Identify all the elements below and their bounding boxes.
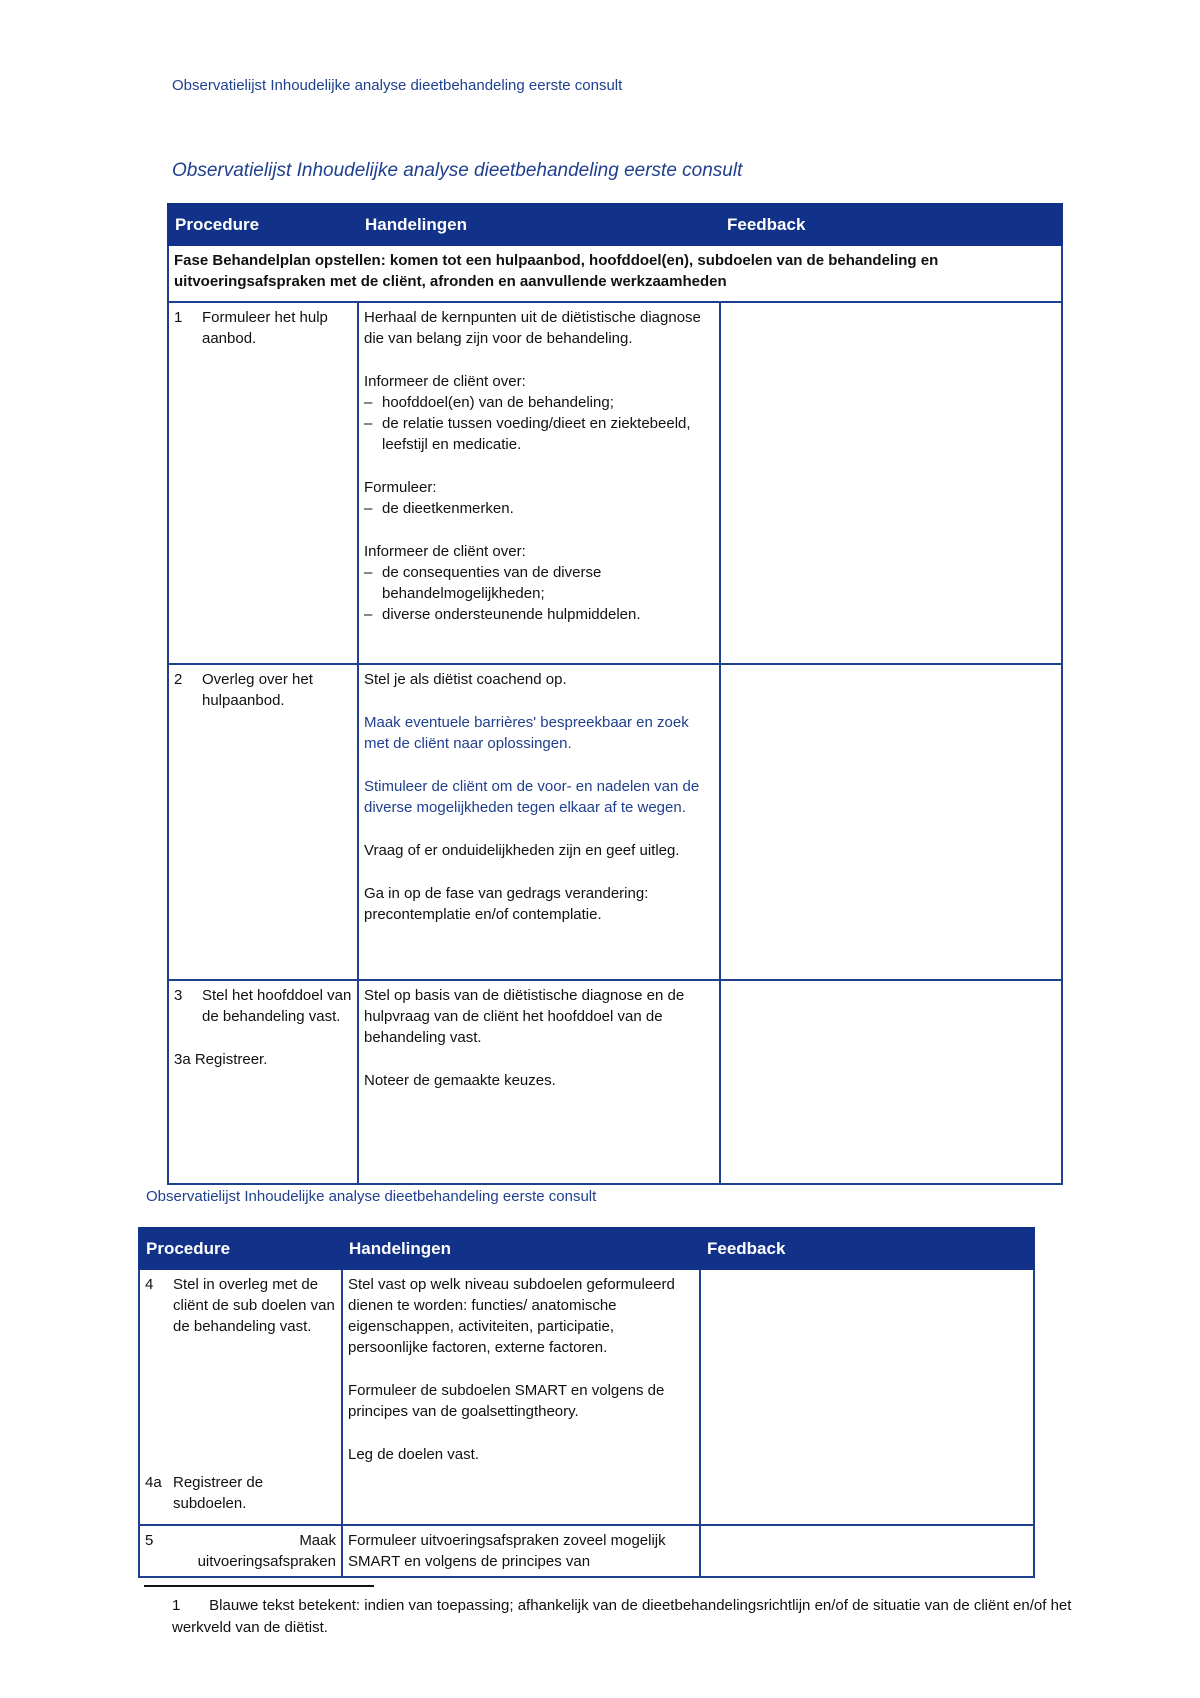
- procedure-text: Stel in overleg met de cliënt de sub doelen van de behandeling vast.: [173, 1276, 335, 1335]
- handelingen-cell: [342, 1525, 700, 1577]
- action-text: Stel je als diëtist coachend op.: [364, 671, 567, 688]
- list-item: – diverse ondersteunende hulpmiddelen.: [364, 604, 714, 625]
- action-text: Formuleer uitvoeringsafspraken zoveel mogelijk SMART en volgens de principes van: [348, 1532, 666, 1570]
- footnote-text: Blauwe tekst betekent: indien van toepassing; afhankelijk van de dieetbehandelingsrichtlijn en/of de situatie van de cliënt en/of het werkveld van de diëtist.: [172, 1597, 1072, 1636]
- observation-table-1: [167, 203, 1063, 1185]
- action-text: Noteer de gemaakte keuzes.: [364, 1072, 556, 1089]
- action-block: [364, 371, 714, 455]
- action-list: [364, 562, 714, 625]
- action-block: [364, 541, 714, 625]
- phase-row: [168, 245, 1062, 302]
- procedure-cell: [168, 664, 358, 980]
- phase-description: Fase Behandelplan opstellen: komen tot een hulpaanbod, hoofddoel(en), subdoelen van de behandeling en uitvoeringsafspraken met de cliënt, afronden en aanvullende werkzaamheden: [168, 245, 1062, 302]
- header-feedback: Feedback: [720, 204, 1062, 245]
- procedure-cell: [139, 1269, 342, 1525]
- header-procedure: Procedure: [139, 1228, 342, 1269]
- procedure-text: Maak uitvoeringsafspraken: [197, 1532, 336, 1570]
- action-text: Herhaal de kernpunten uit de diëtistische diagnose die van belang zijn voor de behandeling.: [364, 309, 701, 347]
- action-intro: Informeer de cliënt over:: [364, 373, 526, 390]
- procedure-cell: [139, 1525, 342, 1577]
- table-header-row: [168, 204, 1062, 245]
- footnote-separator: [144, 1585, 374, 1587]
- running-header: Observatielijst Inhoudelijke analyse dieetbehandeling eerste consult: [172, 77, 623, 94]
- action-block: [364, 477, 714, 519]
- sub-step-text: Registreer de subdoelen.: [173, 1474, 264, 1512]
- handelingen-cell: [358, 302, 720, 664]
- procedure-cell: [168, 980, 358, 1184]
- step-number: 5: [145, 1532, 154, 1549]
- action-text: Leg de doelen vast.: [348, 1446, 479, 1463]
- table-header-row: [139, 1228, 1034, 1269]
- footnote-number: 1: [172, 1597, 181, 1614]
- header-handelingen: Handelingen: [358, 204, 720, 245]
- document-title: Observatielijst Inhoudelijke analyse dieetbehandeling eerste consult: [172, 160, 743, 181]
- header-handelingen: Handelingen: [342, 1228, 700, 1269]
- feedback-cell[interactable]: [720, 980, 1062, 1184]
- table-row: [168, 980, 1062, 1184]
- header-procedure: Procedure: [168, 204, 358, 245]
- sub-step-number: 4a: [145, 1474, 162, 1491]
- action-list: [364, 498, 714, 519]
- step-number: 3: [174, 987, 183, 1004]
- optional-action-text: Maak eventuele barrières' bespreekbaar en zoek met de cliënt naar oplossingen.: [364, 714, 689, 752]
- step-number: 2: [174, 671, 183, 688]
- action-text: Vraag of er onduidelijkheden zijn en geef uitleg.: [364, 842, 680, 859]
- procedure-text: Overleg over het hulpaanbod.: [202, 671, 313, 709]
- procedure-cell: [168, 302, 358, 664]
- table-row: [139, 1525, 1034, 1577]
- list-item: – de relatie tussen voeding/dieet en ziektebeeld, leefstijl en medicatie.: [364, 413, 714, 455]
- procedure-text: Formuleer het hulp aanbod.: [202, 309, 328, 347]
- running-header: Observatielijst Inhoudelijke analyse dieetbehandeling eerste consult: [146, 1188, 597, 1205]
- sub-step-text: 3a Registreer.: [174, 1051, 268, 1068]
- feedback-cell[interactable]: [720, 302, 1062, 664]
- optional-action-text: Stimuleer de cliënt om de voor- en nadelen van de diverse mogelijkheden tegen elkaar af te wegen.: [364, 778, 700, 816]
- footnote: [172, 1595, 1072, 1639]
- action-intro: Informeer de cliënt over:: [364, 543, 526, 560]
- action-text: Ga in op de fase van gedrags verandering: precontemplatie en/of contemplatie.: [364, 885, 649, 923]
- header-feedback: Feedback: [700, 1228, 1034, 1269]
- feedback-cell[interactable]: [700, 1269, 1034, 1525]
- feedback-cell[interactable]: [720, 664, 1062, 980]
- handelingen-cell: [358, 980, 720, 1184]
- action-intro: Formuleer:: [364, 479, 437, 496]
- observation-table-2: [138, 1227, 1035, 1578]
- step-number: 4: [145, 1276, 154, 1293]
- table-row: [168, 664, 1062, 980]
- sub-step: [145, 1472, 335, 1514]
- list-item: – de dieetkenmerken.: [364, 498, 714, 519]
- action-text: Stel op basis van de diëtistische diagnose en de hulpvraag van de cliënt het hoofddoel van de behandeling vast.: [364, 987, 685, 1046]
- action-list: [364, 392, 714, 455]
- table-row: [139, 1269, 1034, 1525]
- list-item: – de consequenties van de diverse behandelmogelijkheden;: [364, 562, 714, 604]
- action-text: Formuleer de subdoelen SMART en volgens de principes van de goalsettingtheory.: [348, 1382, 665, 1420]
- list-item: – hoofddoel(en) van de behandeling;: [364, 392, 714, 413]
- table-row: [168, 302, 1062, 664]
- handelingen-cell: [342, 1269, 700, 1525]
- procedure-text: Stel het hoofddoel van de behandeling vast.: [202, 987, 352, 1025]
- feedback-cell[interactable]: [700, 1525, 1034, 1577]
- handelingen-cell: [358, 664, 720, 980]
- action-text: Stel vast op welk niveau subdoelen geformuleerd dienen te worden: functies/ anatomische eigenschappen, activiteiten, participatie, persoonlijke factoren, externe factoren.: [348, 1276, 675, 1356]
- step-number: 1: [174, 309, 183, 326]
